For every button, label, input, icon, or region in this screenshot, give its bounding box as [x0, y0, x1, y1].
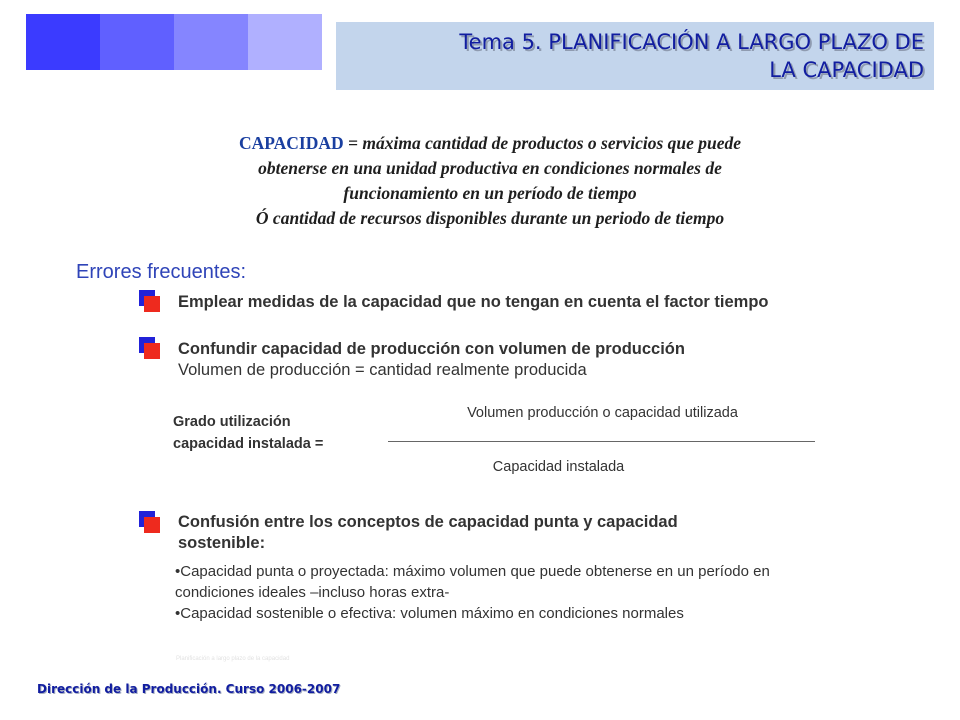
errors-heading: Errores frecuentes: — [76, 261, 247, 283]
error-item-3-title-line-1: Confusión entre los conceptos de capacidad punta y capacidad — [178, 513, 678, 531]
title-banner — [336, 22, 934, 90]
formula-label-line-2: capacidad instalada = — [173, 436, 324, 452]
definition-line-4: Ó cantidad de recursos disponibles durante un periodo de tiempo — [255, 208, 725, 228]
title-line-1: Tema 5. PLANIFICACIÓN A LARGO PLAZO DE — [459, 30, 924, 54]
header-square-3 — [174, 14, 248, 70]
formula-label — [173, 411, 323, 455]
error-item-1: Emplear medidas de la capacidad que no tengan en cuenta el factor tiempo — [178, 293, 769, 311]
error-item-3-title-line-2: sostenible: — [178, 534, 266, 552]
fraction-line — [388, 441, 815, 442]
definition-line-2: obtenerse en una unidad productiva en condiciones normales de — [258, 158, 722, 178]
subpoint-peak-capacity: •Capacidad punta o proyectada: máximo volumen que puede obtenerse en un período en — [175, 563, 770, 580]
definition-line-1-rest: = máxima cantidad de productos o servicios que puede — [343, 133, 742, 153]
footer-course: Dirección de la Producción. Curso 2006-2007 — [37, 682, 341, 696]
definition-line-3: funcionamiento en un período de tiempo — [343, 183, 637, 203]
bullet-square-icon — [139, 337, 161, 359]
error-item-2 — [178, 339, 938, 381]
header-square-2 — [100, 14, 174, 70]
capacity-definition — [110, 131, 870, 231]
title-line-2: LA CAPACIDAD — [769, 58, 924, 82]
subpoint-peak-capacity-cont: condiciones ideales –incluso horas extra- — [175, 584, 450, 601]
formula-label-line-1: Grado utilización — [173, 414, 291, 430]
error-item-3-points — [175, 561, 935, 624]
error-item-2-title: Confundir capacidad de producción con volumen de producción — [178, 340, 685, 358]
error-item-3-title — [178, 512, 938, 554]
header-square-1 — [26, 14, 100, 70]
bullet-square-icon — [139, 511, 161, 533]
bullet-square-icon — [139, 290, 161, 312]
definition-line-1 — [110, 131, 870, 156]
footer-ghost-text: Planificación a largo plazo de la capacidad — [176, 656, 290, 662]
formula-denominator: Capacidad instalada — [492, 459, 625, 475]
header-square-4 — [248, 14, 322, 70]
error-item-2-detail: Volumen de producción = cantidad realmente producida — [178, 361, 587, 379]
subpoint-sustainable-capacity: •Capacidad sostenible o efectiva: volumen máximo en condiciones normales — [175, 605, 684, 622]
formula-numerator: Volumen producción o capacidad utilizada — [467, 405, 738, 421]
definition-term: CAPACIDAD — [238, 133, 344, 153]
page-title — [344, 28, 924, 84]
